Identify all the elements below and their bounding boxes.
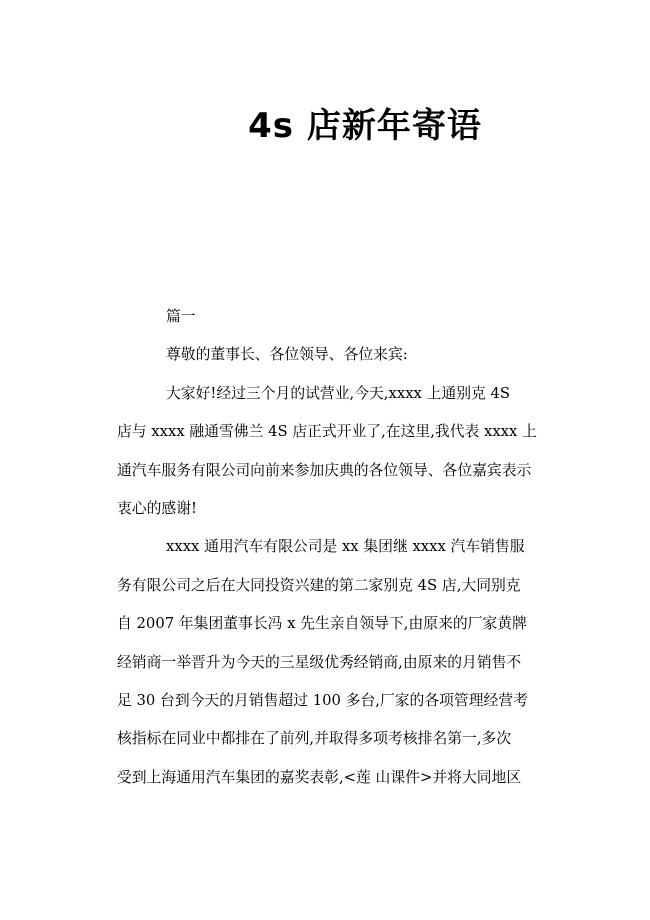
paragraph-line: 经销商一举晋升为今天的三星级优秀经销商,由原来的月销售不 [117,653,522,671]
paragraph-line: xxxx 通用汽车有限公司是 xx 集团继 xxxx 汽车销售服 [166,538,525,556]
paragraph-line: 务有限公司之后在大同投资兴建的第二家别克 4S 店,大同别克 [117,576,521,594]
paragraph-line: 店与 xxxx 融通雪佛兰 4S 店正式开业了,在这里,我代表 xxxx 上 [117,423,537,441]
paragraph-line: 核指标在同业中都排在了前列,并取得多项考核排名第一,多次 [117,730,512,748]
paragraph-line: 通汽车服务有限公司向前来参加庆典的各位领导、各位嘉宾表示 [117,461,532,479]
paragraph-line: 足 30 台到今天的月销售超过 100 多台,厂家的各项管理经营考 [117,692,528,710]
paragraph-line: 衷心的感谢! [117,500,197,518]
paragraph-line: 受到上海通用汽车集团的嘉奖表彰,<莲 山课件>并将大同地区 [117,768,522,786]
paragraph-line: 自 2007 年集团董事长冯 x 先生亲自领导下,由原来的厂家黄牌 [117,615,527,633]
salutation: 尊敬的董事长、各位领导、各位来宾: [166,346,408,364]
section-label: 篇一 [166,308,196,325]
paragraph-line: 大家好!经过三个月的试营业,今天,xxxx 上通别克 4S [166,384,511,402]
document-body [117,298,557,797]
paragraph-2 [117,528,557,797]
document-title: 4s 店新年寄语 [248,106,482,146]
paragraph-1 [117,375,557,529]
